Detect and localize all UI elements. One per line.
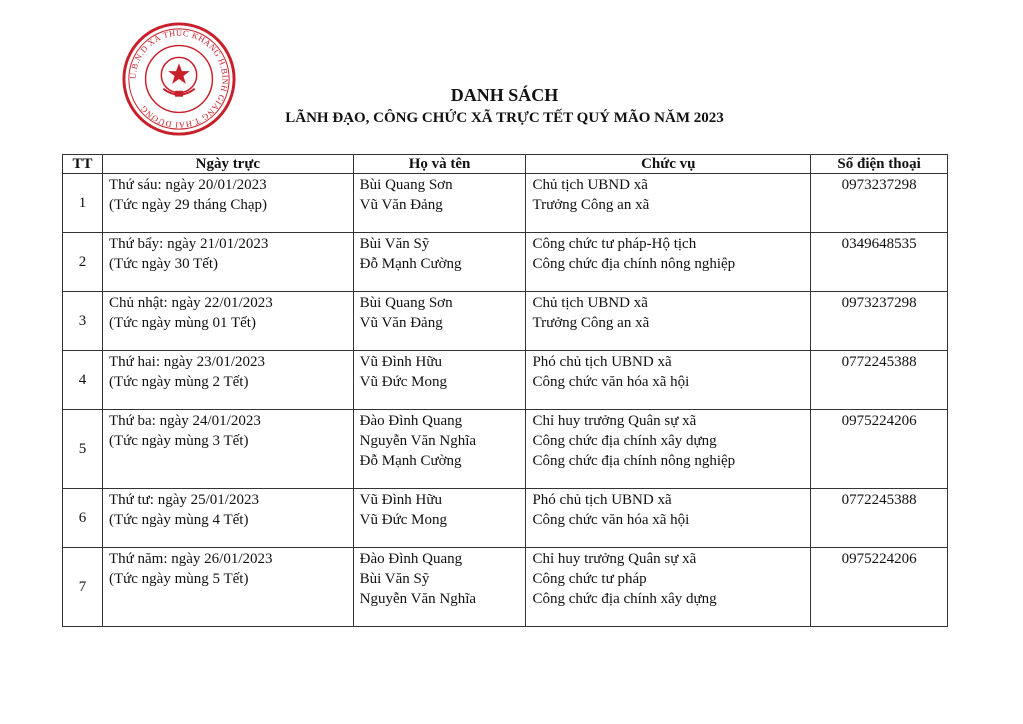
names-cell: [353, 489, 526, 548]
position-line: Công chức địa chính xây dựng: [532, 433, 717, 449]
position-line: Công chức địa chính xây dựng: [532, 591, 717, 607]
position-line: Phó chủ tịch UBND xã: [532, 354, 672, 370]
names-cell: [353, 351, 526, 410]
position-line: Chỉ huy trưởng Quân sự xã: [532, 413, 697, 429]
position-line: Công chức văn hóa xã hội: [532, 512, 690, 528]
duty-date-cell: [102, 174, 353, 233]
positions-cell: [526, 410, 811, 489]
person-name: Vũ Đình Hữu: [359, 492, 442, 508]
table-row: [63, 548, 948, 627]
header-full-name: Họ và tên: [353, 155, 526, 174]
person-name: Vũ Đức Mong: [359, 512, 447, 528]
phone-cell: 0975224206: [811, 410, 948, 489]
row-number-cell: 6: [63, 489, 103, 548]
document-subtitle: LÃNH ĐẠO, CÔNG CHỨC XÃ TRỰC TẾT QUÝ MÃO NĂM 2023: [285, 110, 724, 126]
duty-date-line: (Tức ngày 29 tháng Chạp): [108, 197, 268, 213]
position-line: Chỉ huy trưởng Quân sự xã: [532, 551, 697, 567]
positions-cell: [526, 489, 811, 548]
duty-date-line: Thứ sáu: ngày 20/01/2023: [108, 177, 267, 193]
table-row: [63, 351, 948, 410]
position-line: Công chức tư pháp: [532, 571, 647, 587]
position-line: Trưởng Công an xã: [532, 197, 650, 213]
duty-date-cell: [102, 233, 353, 292]
row-number-cell: 2: [63, 233, 103, 292]
positions-cell: [526, 351, 811, 410]
position-line: Chủ tịch UBND xã: [532, 177, 648, 193]
header-position: Chức vụ: [526, 155, 811, 174]
phone-cell: 0772245388: [811, 351, 948, 410]
position-line: Chủ tịch UBND xã: [532, 295, 648, 311]
person-name: Bùi Văn Sỹ: [359, 571, 430, 587]
positions-cell: [526, 548, 811, 627]
duty-date-cell: [102, 548, 353, 627]
table-row: [63, 233, 948, 292]
names-cell: [353, 410, 526, 489]
duty-date-line: Thứ năm: ngày 26/01/2023: [108, 551, 273, 567]
duty-date-line: Thứ bẩy: ngày 21/01/2023: [108, 236, 269, 252]
person-name: Bùi Quang Sơn: [359, 177, 453, 193]
names-cell: [353, 292, 526, 351]
duty-date-cell: [102, 489, 353, 548]
person-name: Vũ Văn Đảng: [359, 315, 443, 331]
person-name: Đỗ Mạnh Cường: [359, 256, 462, 272]
table-body: [63, 174, 948, 627]
table-header-row: [63, 155, 948, 174]
position-line: Công chức địa chính nông nghiệp: [532, 256, 736, 272]
positions-cell: [526, 292, 811, 351]
duty-roster-table: [62, 154, 948, 627]
person-name: Vũ Văn Đảng: [359, 197, 443, 213]
duty-date-cell: [102, 351, 353, 410]
person-name: Nguyễn Văn Nghĩa: [359, 433, 477, 449]
row-number-cell: 3: [63, 292, 103, 351]
position-line: Phó chủ tịch UBND xã: [532, 492, 672, 508]
duty-date-line: Thứ hai: ngày 23/01/2023: [108, 354, 265, 370]
position-line: Trưởng Công an xã: [532, 315, 650, 331]
person-name: Vũ Đức Mong: [359, 374, 447, 390]
names-cell: [353, 233, 526, 292]
person-name: Bùi Quang Sơn: [359, 295, 453, 311]
duty-date-cell: [102, 292, 353, 351]
position-line: Công chức văn hóa xã hội: [532, 374, 690, 390]
duty-date-line: (Tức ngày mùng 2 Tết): [108, 374, 249, 390]
duty-date-line: Thứ ba: ngày 24/01/2023: [108, 413, 261, 429]
table-row: [63, 292, 948, 351]
row-number-cell: 4: [63, 351, 103, 410]
duty-date-cell: [102, 410, 353, 489]
position-line: Công chức tư pháp-Hộ tịch: [532, 236, 697, 252]
header-phone: Số điện thoại: [811, 155, 948, 174]
person-name: Đào Đình Quang: [359, 413, 463, 429]
duty-date-line: Thứ tư: ngày 25/01/2023: [108, 492, 259, 508]
row-number-cell: 7: [63, 548, 103, 627]
person-name: Nguyễn Văn Nghĩa: [359, 591, 477, 607]
duty-date-line: (Tức ngày 30 Tết): [108, 256, 219, 272]
person-name: Bùi Văn Sỹ: [359, 236, 430, 252]
duty-date-line: (Tức ngày mùng 5 Tết): [108, 571, 249, 587]
header-tt: TT: [63, 155, 103, 174]
positions-cell: [526, 174, 811, 233]
duty-date-line: Chủ nhật: ngày 22/01/2023: [108, 295, 273, 311]
duty-date-line: (Tức ngày mùng 3 Tết): [108, 433, 249, 449]
phone-cell: 0349648535: [811, 233, 948, 292]
phone-cell: 0975224206: [811, 548, 948, 627]
table-row: [63, 489, 948, 548]
duty-date-line: (Tức ngày mùng 4 Tết): [108, 512, 249, 528]
names-cell: [353, 174, 526, 233]
row-number-cell: 5: [63, 410, 103, 489]
row-number-cell: 1: [63, 174, 103, 233]
person-name: Đào Đình Quang: [359, 551, 463, 567]
names-cell: [353, 548, 526, 627]
header-duty-date: Ngày trực: [102, 155, 353, 174]
person-name: Vũ Đình Hữu: [359, 354, 442, 370]
positions-cell: [526, 233, 811, 292]
seal-ring-text: U.B.N.D XÃ THÚC KHÁNG H.BÌNH GIANG T.HẢI DƯƠNG: [128, 28, 230, 130]
document-title: DANH SÁCH: [450, 85, 559, 105]
phone-cell: 0772245388: [811, 489, 948, 548]
duty-date-line: (Tức ngày mùng 01 Tết): [108, 315, 256, 331]
table-row: [63, 174, 948, 233]
phone-cell: 0973237298: [811, 292, 948, 351]
position-line: Công chức địa chính nông nghiệp: [532, 453, 736, 469]
person-name: Đỗ Mạnh Cường: [359, 453, 462, 469]
table-row: [63, 410, 948, 489]
phone-cell: 0973237298: [811, 174, 948, 233]
